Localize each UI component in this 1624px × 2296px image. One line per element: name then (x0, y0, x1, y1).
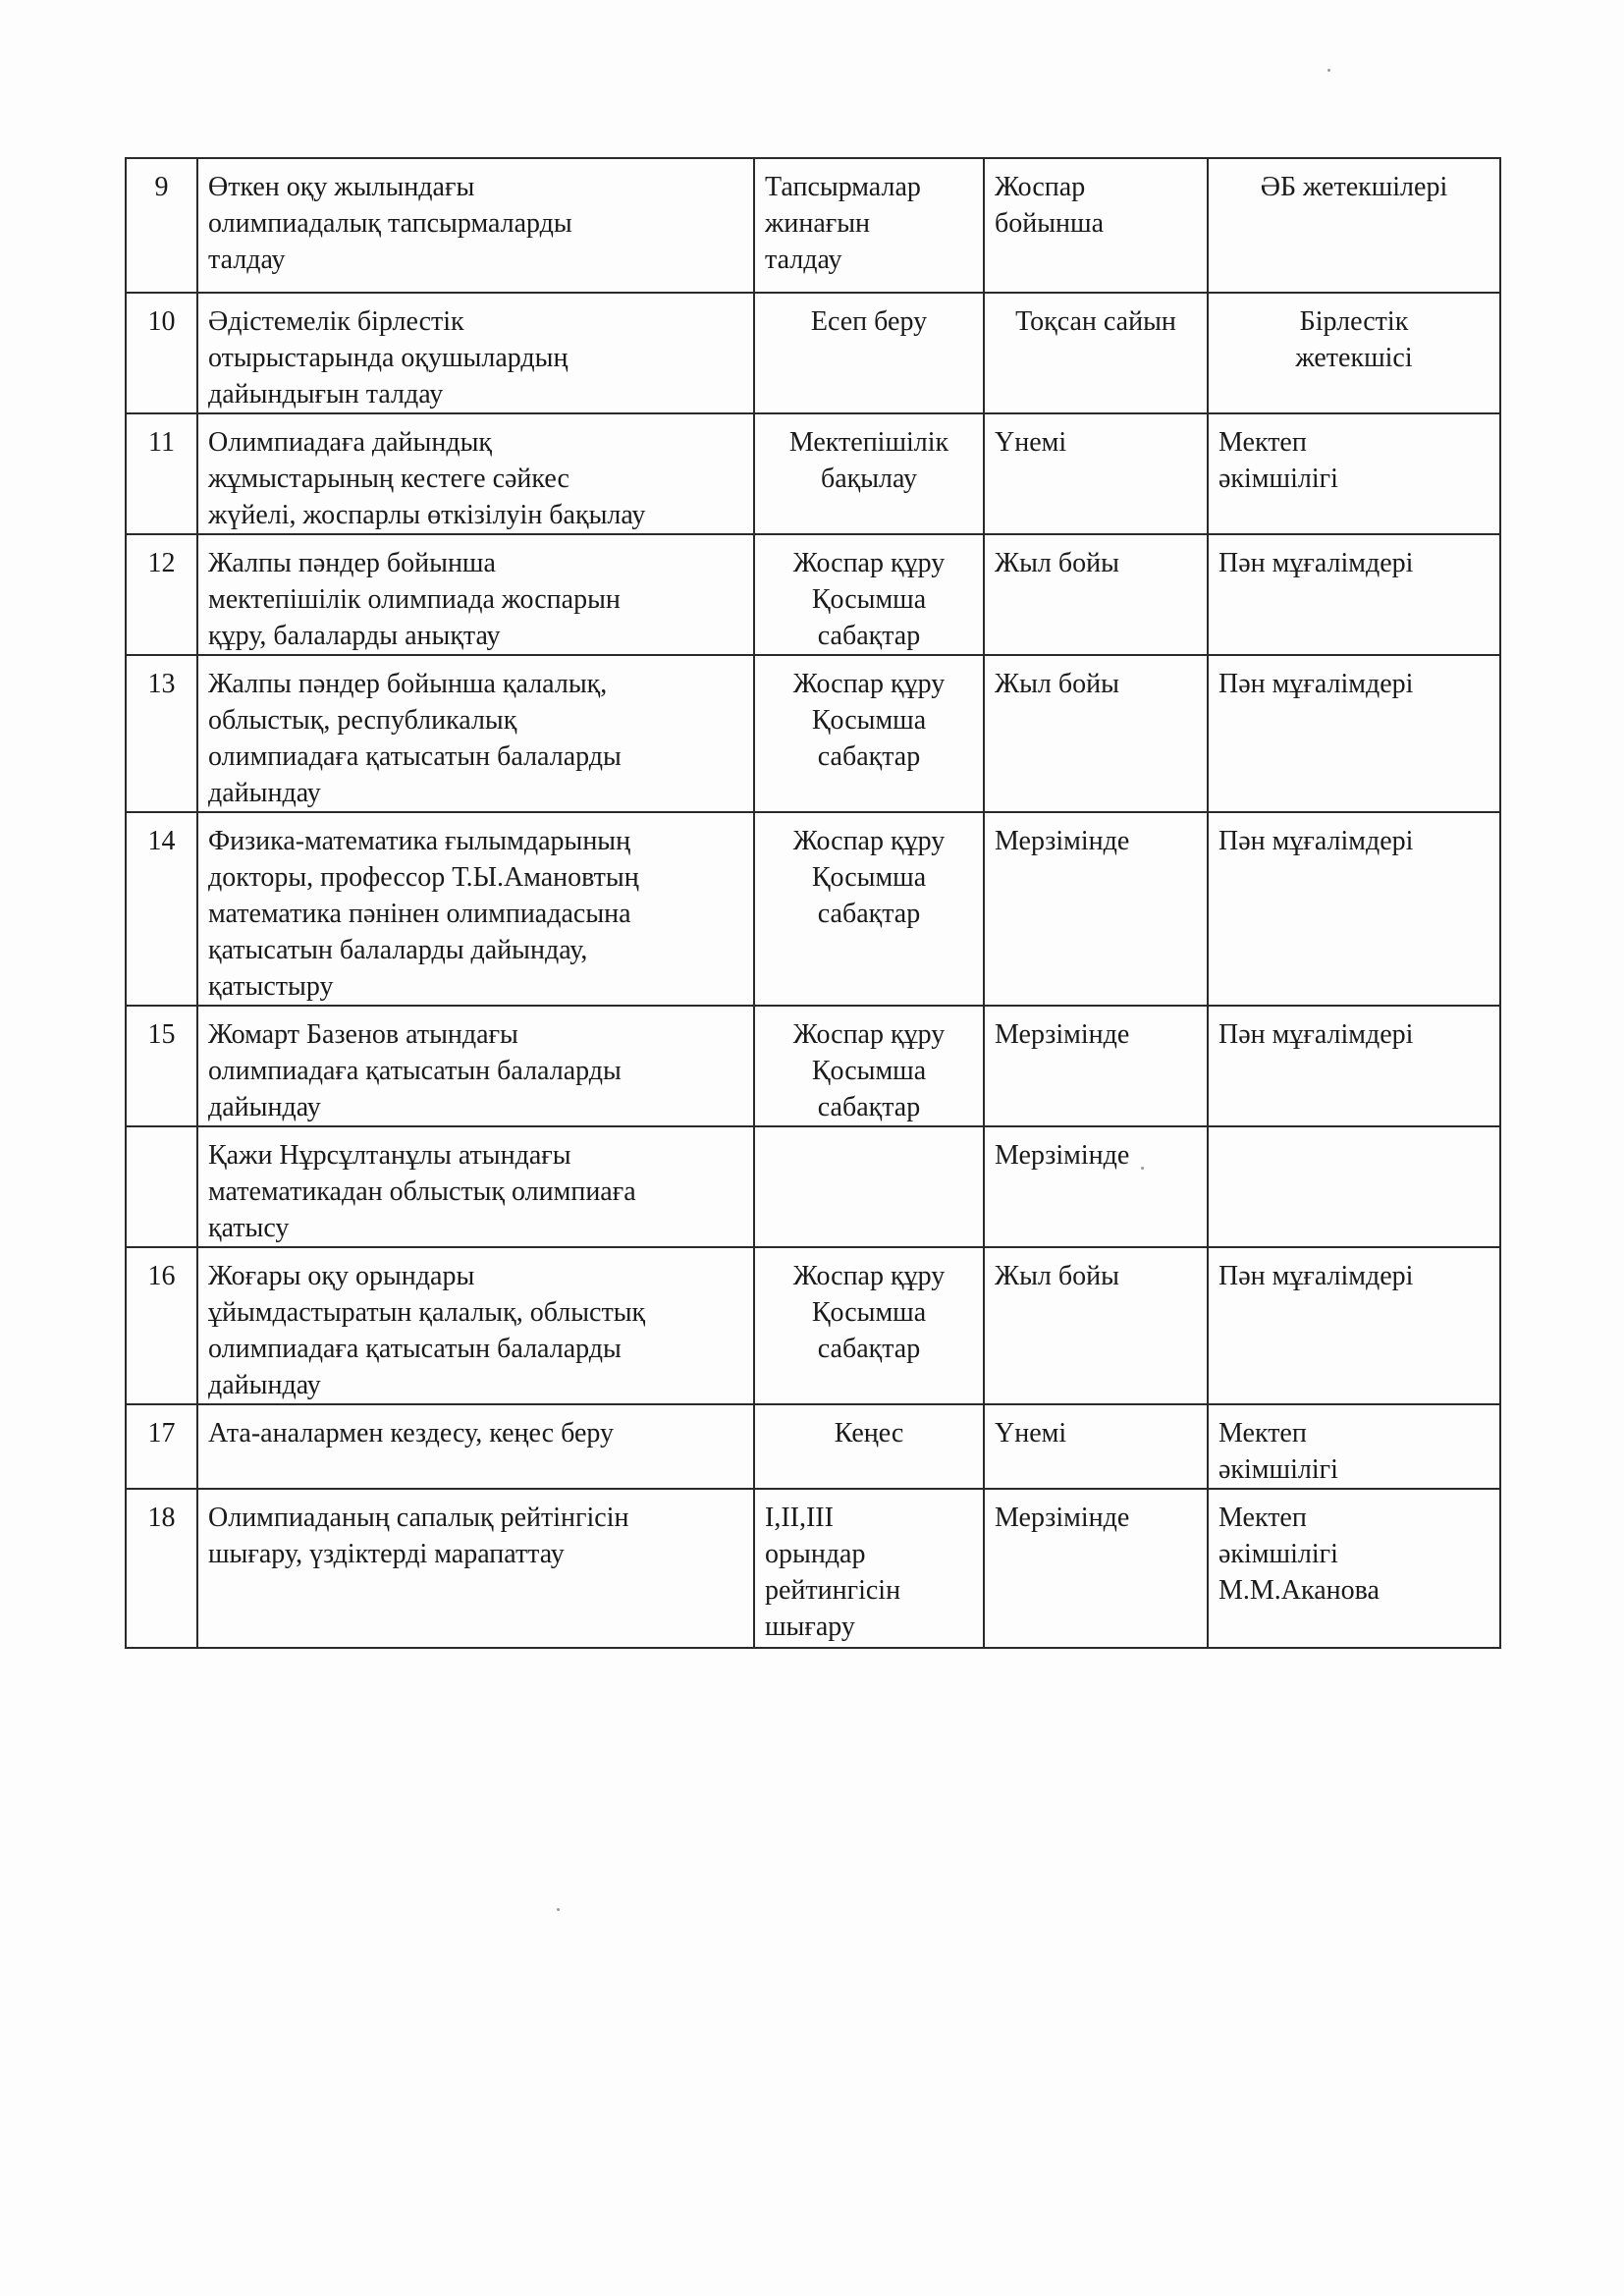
event-cell: Әдістемелік бірлестік отырыстарында оқушылардың дайындығын талдау (197, 293, 754, 413)
event-cell: Ата-аналармен кездесу, кеңес беру (197, 1404, 754, 1489)
time-cell: Мерзімінде (984, 812, 1208, 1006)
form-cell: Тапсырмалар жинағын талдау (754, 158, 984, 293)
row-number: 9 (126, 158, 197, 293)
event-cell: Жоғары оқу орындары ұйымдастыратын қалалық, облыстық олимпиадаға қатысатын балаларды дайындау (197, 1247, 754, 1404)
table-row (126, 1489, 1500, 1648)
row-number: 15 (126, 1006, 197, 1126)
time-cell: Мерзімінде (984, 1489, 1208, 1648)
responsible-cell: Пән мұғалімдері (1208, 1006, 1500, 1126)
event-cell: Физика-математика ғылымдарының докторы, профессор Т.Ы.Амановтың математика пәнінен олимпиадасына қатысатын балаларды дайындау, қатыстыру (197, 812, 754, 1006)
row-number: 16 (126, 1247, 197, 1404)
event-cell: Өткен оқу жылындағы олимпиадалық тапсырмаларды талдау (197, 158, 754, 293)
row-number (126, 1126, 197, 1247)
form-cell: Жоспар құру Қосымша сабақтар (754, 1247, 984, 1404)
olympiad-plan-table (125, 157, 1501, 1649)
scan-speck (1327, 69, 1330, 72)
table-row (126, 1247, 1500, 1404)
time-cell: Жоспар бойынша (984, 158, 1208, 293)
form-cell (754, 1126, 984, 1247)
row-number: 11 (126, 413, 197, 534)
responsible-cell: ӘБ жетекшілері (1208, 158, 1500, 293)
responsible-cell: Пән мұғалімдері (1208, 1247, 1500, 1404)
form-cell: Жоспар құру Қосымша сабақтар (754, 1006, 984, 1126)
responsible-cell: Пән мұғалімдері (1208, 534, 1500, 655)
event-cell: Жомарт Базенов атындағы олимпиадаға қатысатын балаларды дайындау (197, 1006, 754, 1126)
scan-speck (557, 1908, 560, 1911)
table-row (126, 1126, 1500, 1247)
table-row (126, 655, 1500, 812)
time-cell: Жыл бойы (984, 1247, 1208, 1404)
table-row (126, 1404, 1500, 1489)
event-cell: Жалпы пәндер бойынша қалалық, облыстық, республикалық олимпиадаға қатысатын балаларды дайындау (197, 655, 754, 812)
responsible-cell (1208, 1126, 1500, 1247)
time-cell: Мерзімінде (984, 1126, 1208, 1247)
scan-speck (1141, 1167, 1144, 1170)
time-cell: Жыл бойы (984, 534, 1208, 655)
responsible-cell: Мектеп әкімшілігі М.М.Аканова (1208, 1489, 1500, 1648)
table-row (126, 1006, 1500, 1126)
row-number: 14 (126, 812, 197, 1006)
table-row (126, 812, 1500, 1006)
table-row (126, 158, 1500, 293)
row-number: 10 (126, 293, 197, 413)
table-row (126, 413, 1500, 534)
form-cell: Жоспар құру Қосымша сабақтар (754, 534, 984, 655)
event-cell: Олимпиаданың сапалық рейтінгісін шығару, үздіктерді марапаттау (197, 1489, 754, 1648)
event-cell: Жалпы пәндер бойынша мектепішілік олимпиада жоспарын құру, балаларды анықтау (197, 534, 754, 655)
event-cell: Қажи Нұрсұлтанұлы атындағы математикадан облыстық олимпиаға қатысу (197, 1126, 754, 1247)
event-cell: Олимпиадаға дайындық жұмыстарының кестеге сәйкес жүйелі, жоспарлы өткізілуін бақылау (197, 413, 754, 534)
form-cell: Жоспар құру Қосымша сабақтар (754, 812, 984, 1006)
responsible-cell: Бірлестік жетекшісі (1208, 293, 1500, 413)
row-number: 17 (126, 1404, 197, 1489)
time-cell: Мерзімінде (984, 1006, 1208, 1126)
responsible-cell: Мектеп әкімшілігі (1208, 413, 1500, 534)
table-row (126, 293, 1500, 413)
row-number: 12 (126, 534, 197, 655)
table-row (126, 534, 1500, 655)
responsible-cell: Мектеп әкімшілігі (1208, 1404, 1500, 1489)
time-cell: Үнемі (984, 1404, 1208, 1489)
responsible-cell: Пән мұғалімдері (1208, 655, 1500, 812)
form-cell: Есеп беру (754, 293, 984, 413)
row-number: 13 (126, 655, 197, 812)
time-cell: Үнемі (984, 413, 1208, 534)
form-cell: Кеңес (754, 1404, 984, 1489)
responsible-cell: Пән мұғалімдері (1208, 812, 1500, 1006)
time-cell: Жыл бойы (984, 655, 1208, 812)
form-cell: Мектепішілік бақылау (754, 413, 984, 534)
form-cell: I,II,III орындар рейтингісін шығару (754, 1489, 984, 1648)
time-cell: Тоқсан сайын (984, 293, 1208, 413)
row-number: 18 (126, 1489, 197, 1648)
form-cell: Жоспар құру Қосымша сабақтар (754, 655, 984, 812)
